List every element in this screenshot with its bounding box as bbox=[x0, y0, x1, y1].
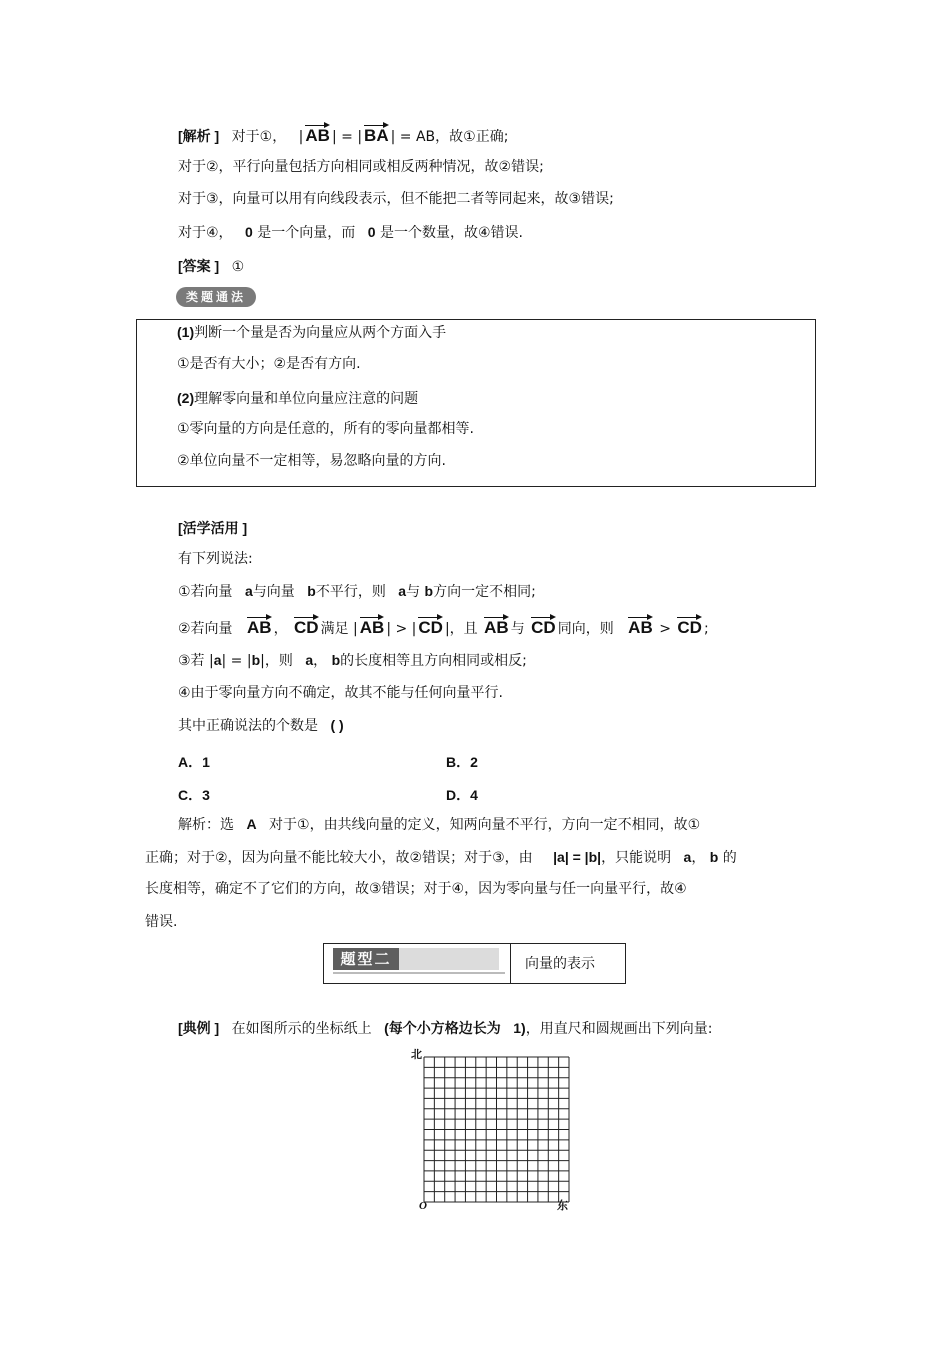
solution-line-2 bbox=[145, 847, 737, 868]
vector-cd: CD bbox=[531, 618, 556, 637]
var-b: b bbox=[331, 652, 341, 668]
analysis-text: 是一个数量，故④错误. bbox=[379, 225, 523, 241]
text: 正确；对于②，因为向量不能比较大小，故②错误；对于③，由 bbox=[145, 850, 533, 866]
text: 在如图所示的坐标纸上 bbox=[231, 1021, 372, 1037]
solution-line-1 bbox=[178, 814, 700, 835]
text: ，用直尺和圆规画出下列向量: bbox=[525, 1021, 713, 1037]
analysis-line-2: 对于②，平行向量包括方向相同或相反两种情况，故②错误; bbox=[178, 159, 544, 175]
analysis-text: 是一个向量，而 bbox=[257, 225, 356, 241]
text: 的长度相等且方向相同或相反; bbox=[340, 653, 527, 669]
choice: A bbox=[246, 816, 257, 832]
text: ②若向量 bbox=[178, 621, 233, 637]
vector-ab: AB bbox=[247, 618, 272, 637]
text: |，则 bbox=[260, 653, 293, 669]
text: | > | bbox=[386, 621, 417, 637]
vector-cd: CD bbox=[418, 618, 443, 637]
box-line-2: ①零向量的方向是任意的，所有的零向量都相等. bbox=[177, 421, 474, 437]
text: ， bbox=[691, 850, 706, 866]
question-type-header bbox=[323, 943, 626, 984]
question bbox=[178, 715, 344, 736]
answer-blank: ( ) bbox=[330, 717, 344, 733]
heading-number: (1) bbox=[177, 324, 195, 340]
type-tag-underline bbox=[333, 972, 505, 974]
var-a: a bbox=[683, 849, 692, 865]
coordinate-grid bbox=[422, 1055, 582, 1215]
text: ; bbox=[703, 621, 709, 637]
text: 与 bbox=[510, 621, 525, 637]
zero-vector: 0 bbox=[245, 224, 253, 240]
text: 的 bbox=[722, 850, 737, 866]
vector-cd: CD bbox=[677, 618, 702, 637]
var-a: a bbox=[245, 583, 253, 599]
vector-ab: AB bbox=[628, 618, 653, 637]
text: 解析：选 bbox=[178, 817, 234, 833]
statement-4: ④由于零向量方向不确定，故其不能与任何向量平行. bbox=[178, 685, 503, 701]
vector-ab: AB bbox=[305, 126, 330, 145]
text: ，只能说明 bbox=[601, 850, 672, 866]
var-b: b bbox=[307, 583, 316, 599]
solution-line-3: 长度相等，确定不了它们的方向，故③错误；对于④，因为零向量与任一向量平行，故④ bbox=[145, 881, 687, 897]
type-tag-bar bbox=[399, 948, 499, 970]
practice-label: [活学活用 ] bbox=[178, 520, 248, 536]
north-label: 北 bbox=[411, 1049, 422, 1061]
var-a: a bbox=[305, 652, 314, 668]
text: 方向一定不相同; bbox=[433, 584, 536, 600]
equals-sign: = bbox=[341, 129, 353, 145]
statement-1 bbox=[178, 581, 536, 602]
vector-cd: CD bbox=[294, 618, 319, 637]
analysis-text: = AB，故①正确; bbox=[399, 129, 509, 145]
type-title: 向量的表示 bbox=[525, 956, 595, 972]
question-text: 其中正确说法的个数是 bbox=[178, 718, 318, 734]
option-d: D．4 bbox=[446, 787, 478, 803]
box-heading-1 bbox=[177, 322, 446, 343]
vector-ba: BA bbox=[364, 126, 389, 145]
origin-label: O bbox=[419, 1200, 427, 1212]
text: 对于①，由共线向量的定义，知两向量不平行，方向一定不相同，故① bbox=[269, 817, 701, 833]
analysis-line-1: [解析 ] 对于①， | AB | = | BA | = AB，故①正确; bbox=[178, 126, 509, 145]
vector-ab: AB bbox=[484, 618, 509, 637]
var-b: b bbox=[709, 849, 719, 865]
text: (每个小方格边长为 bbox=[384, 1020, 501, 1036]
text: 满足 | bbox=[320, 621, 358, 637]
example-label: [典例 ] bbox=[178, 1020, 220, 1036]
option-a: A．1 bbox=[178, 754, 210, 770]
var-a: a bbox=[213, 652, 222, 668]
abs-expr: |a| = |b| bbox=[553, 849, 602, 865]
practice-intro: 有下列说法: bbox=[178, 551, 253, 567]
var-b: b bbox=[424, 583, 434, 599]
heading-text: 判断一个量是否为向量应从两个方面入手 bbox=[194, 325, 447, 341]
text: 同向，则 bbox=[557, 621, 614, 637]
var-a: a bbox=[398, 583, 407, 599]
answer-line bbox=[178, 256, 244, 277]
text: ①若向量 bbox=[178, 584, 233, 600]
text: 1) bbox=[513, 1020, 526, 1036]
type-tag: 题型二 bbox=[333, 948, 399, 970]
analysis-line-4 bbox=[178, 222, 523, 243]
analysis-text: 对于④， bbox=[178, 225, 233, 241]
box-line-3: ②单位向量不一定相等，易忽略向量的方向. bbox=[177, 453, 446, 469]
statement-2 bbox=[178, 616, 709, 639]
box-heading-2 bbox=[177, 388, 418, 409]
analysis-label: [解析 ] bbox=[178, 128, 220, 144]
vector-ab: AB bbox=[359, 618, 385, 637]
option-c: C．3 bbox=[178, 787, 210, 803]
heading-text: 理解零向量和单位向量应注意的问题 bbox=[194, 391, 419, 407]
answer-value: ① bbox=[231, 259, 245, 275]
text: ， bbox=[273, 621, 288, 637]
text: 不平行，则 bbox=[315, 584, 386, 600]
zero-number: 0 bbox=[367, 224, 376, 240]
text: | = | bbox=[221, 653, 252, 669]
text: 与 bbox=[406, 584, 421, 600]
text: ③若 | bbox=[178, 653, 214, 669]
text: 与向量 bbox=[252, 584, 295, 600]
analysis-text: 对于①， bbox=[231, 129, 287, 145]
answer-label: [答案 ] bbox=[178, 258, 220, 274]
method-box bbox=[136, 319, 816, 487]
example-line bbox=[178, 1018, 712, 1039]
analysis-line-3: 对于③，向量可以用有向线段表示，但不能把二者等同起来，故③错误; bbox=[178, 191, 614, 207]
option-b: B．2 bbox=[446, 754, 478, 770]
east-label: 东 bbox=[557, 1200, 568, 1212]
box-line-1: ①是否有大小；②是否有方向. bbox=[177, 356, 361, 372]
type-tag-cell bbox=[324, 944, 511, 983]
text: > bbox=[659, 621, 671, 637]
heading-number: (2) bbox=[177, 390, 195, 406]
var-b: b bbox=[251, 652, 261, 668]
method-badge: 类题通法 bbox=[176, 287, 256, 307]
solution-line-4: 错误. bbox=[145, 914, 178, 930]
text: ， bbox=[313, 653, 328, 669]
statement-3 bbox=[178, 650, 527, 671]
text: |，且 bbox=[444, 621, 478, 637]
